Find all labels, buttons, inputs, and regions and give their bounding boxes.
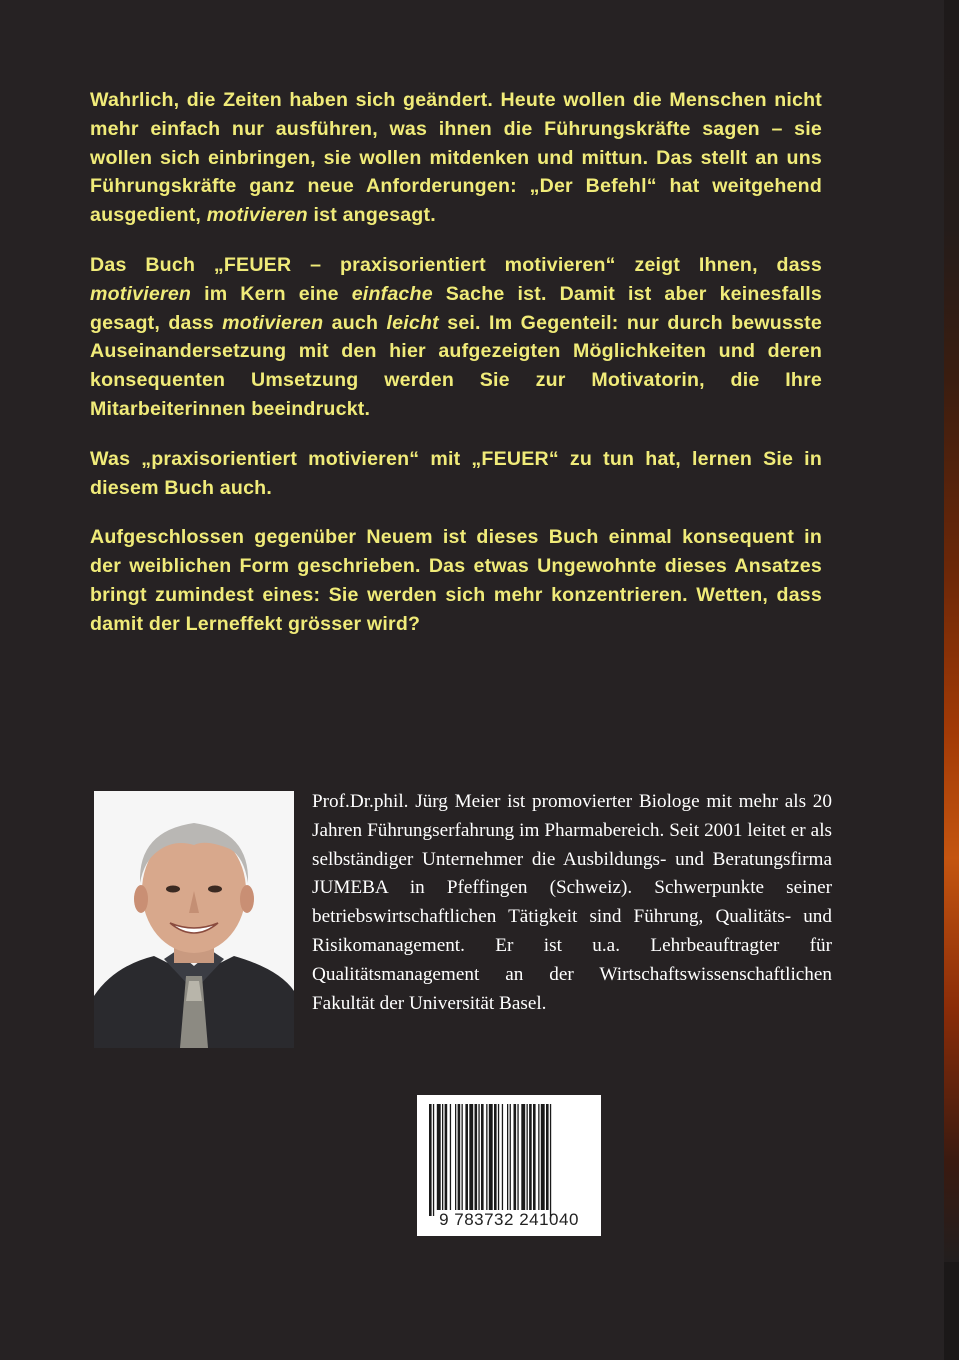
blurb-paragraph-4: Aufgeschlossen gegenüber Neuem ist dieses Buch einmal konsequent in der weiblichen Form geschrieben. Das etwas Ungewohnte dieses Ansatzes bringt zumindest eines: Sie werden sich mehr konzentrieren. Wetten, dass damit der Lerneffekt grösser wird? xyxy=(90,526,822,635)
barcode-bar xyxy=(429,1104,432,1216)
barcode-bar xyxy=(478,1104,479,1210)
barcode-bar xyxy=(465,1104,468,1210)
barcode-bar xyxy=(533,1104,536,1210)
barcode-bar xyxy=(442,1104,443,1210)
barcode-bar xyxy=(550,1104,551,1216)
barcode-bar xyxy=(541,1104,545,1210)
barcode-bar xyxy=(546,1104,549,1210)
barcode-bar xyxy=(507,1104,508,1210)
blurb-paragraph-1: Wahrlich, die Zeiten haben sich geändert. Heute wollen die Menschen nicht mehr einfach nur ausführen, was ihnen die Führungskräfte sagen – sie wollen sich einbringen, sie wollen mitdenken und mittun. Das stellt an uns Führungskräfte ganz neue Anforderungen: „Der Befehl“ hat weitgehend ausgedient, motivieren ist angesagt. xyxy=(90,89,822,227)
barcode-bar xyxy=(521,1104,525,1210)
barcode-bar xyxy=(445,1104,448,1210)
barcode-bar xyxy=(433,1104,434,1216)
author-photo xyxy=(94,791,294,1048)
barcode-bar xyxy=(538,1104,539,1210)
barcode-bar xyxy=(514,1104,517,1210)
barcode-bar xyxy=(529,1104,532,1210)
barcode-bar xyxy=(517,1104,518,1210)
barcode-bar xyxy=(502,1104,503,1210)
blurb-text xyxy=(90,86,822,660)
blurb-paragraph-2: Das Buch „FEUER – praxisorientiert motivieren“ zeigt Ihnen, dass motivieren im Kern eine einfache Sache ist. Damit ist aber keinesfalls gesagt, dass motivieren auch leicht sei. Im Gegenteil: nur durch bewusste Auseinandersetzung mit den hier aufgezeigten Möglichkeiten und deren konsequenten Umsetzung werden Sie zur Motivatorin, die Ihre Mitarbeiterinnen beeindruckt. xyxy=(90,253,822,420)
barcode-bar xyxy=(475,1104,478,1210)
barcode-bar xyxy=(469,1104,473,1210)
barcode-bar xyxy=(489,1104,493,1210)
barcode-bar xyxy=(450,1104,451,1210)
barcode-bar xyxy=(437,1104,441,1210)
barcode-bar xyxy=(486,1104,487,1210)
edge-bottom xyxy=(944,1262,959,1360)
barcode-bar xyxy=(458,1104,461,1210)
barcode-bar xyxy=(455,1104,456,1210)
isbn-number: 9 783732 241040 xyxy=(439,1210,579,1229)
barcode-bar xyxy=(481,1104,484,1210)
barcode-bar xyxy=(510,1104,511,1210)
barcode-bar xyxy=(498,1104,499,1210)
barcode-bar xyxy=(462,1104,463,1210)
blurb-paragraph-3: Was „praxisorientiert motivieren“ mit „FEUER“ zu tun hat, lernen Sie in diesem Buch auch. xyxy=(90,447,822,499)
author-bio: Prof.Dr.phil. Jürg Meier ist promovierter Biologe mit mehr als 20 Jahren Führungserfahrung im Pharmabereich. Seit 2001 leitet er als selbständiger Unternehmer die Ausbildungs- und Beratungsfirma JUMEBA in Pfeffingen (Schweiz). Schwerpunkte seiner betriebswirtschaftlichen Tätigkeit sind Führung, Qualitäts- und Risikomanagement. Er ist u.a. Lehrbeauftragter für Qualitätsmanagement an der Wirtschaftswissenschaftlichen Fakultät der Universität Basel. xyxy=(312,791,832,1014)
barcode-bar xyxy=(494,1104,497,1210)
barcode-bar xyxy=(527,1104,528,1210)
flame-edge xyxy=(944,0,959,1262)
isbn-barcode xyxy=(417,1095,601,1236)
